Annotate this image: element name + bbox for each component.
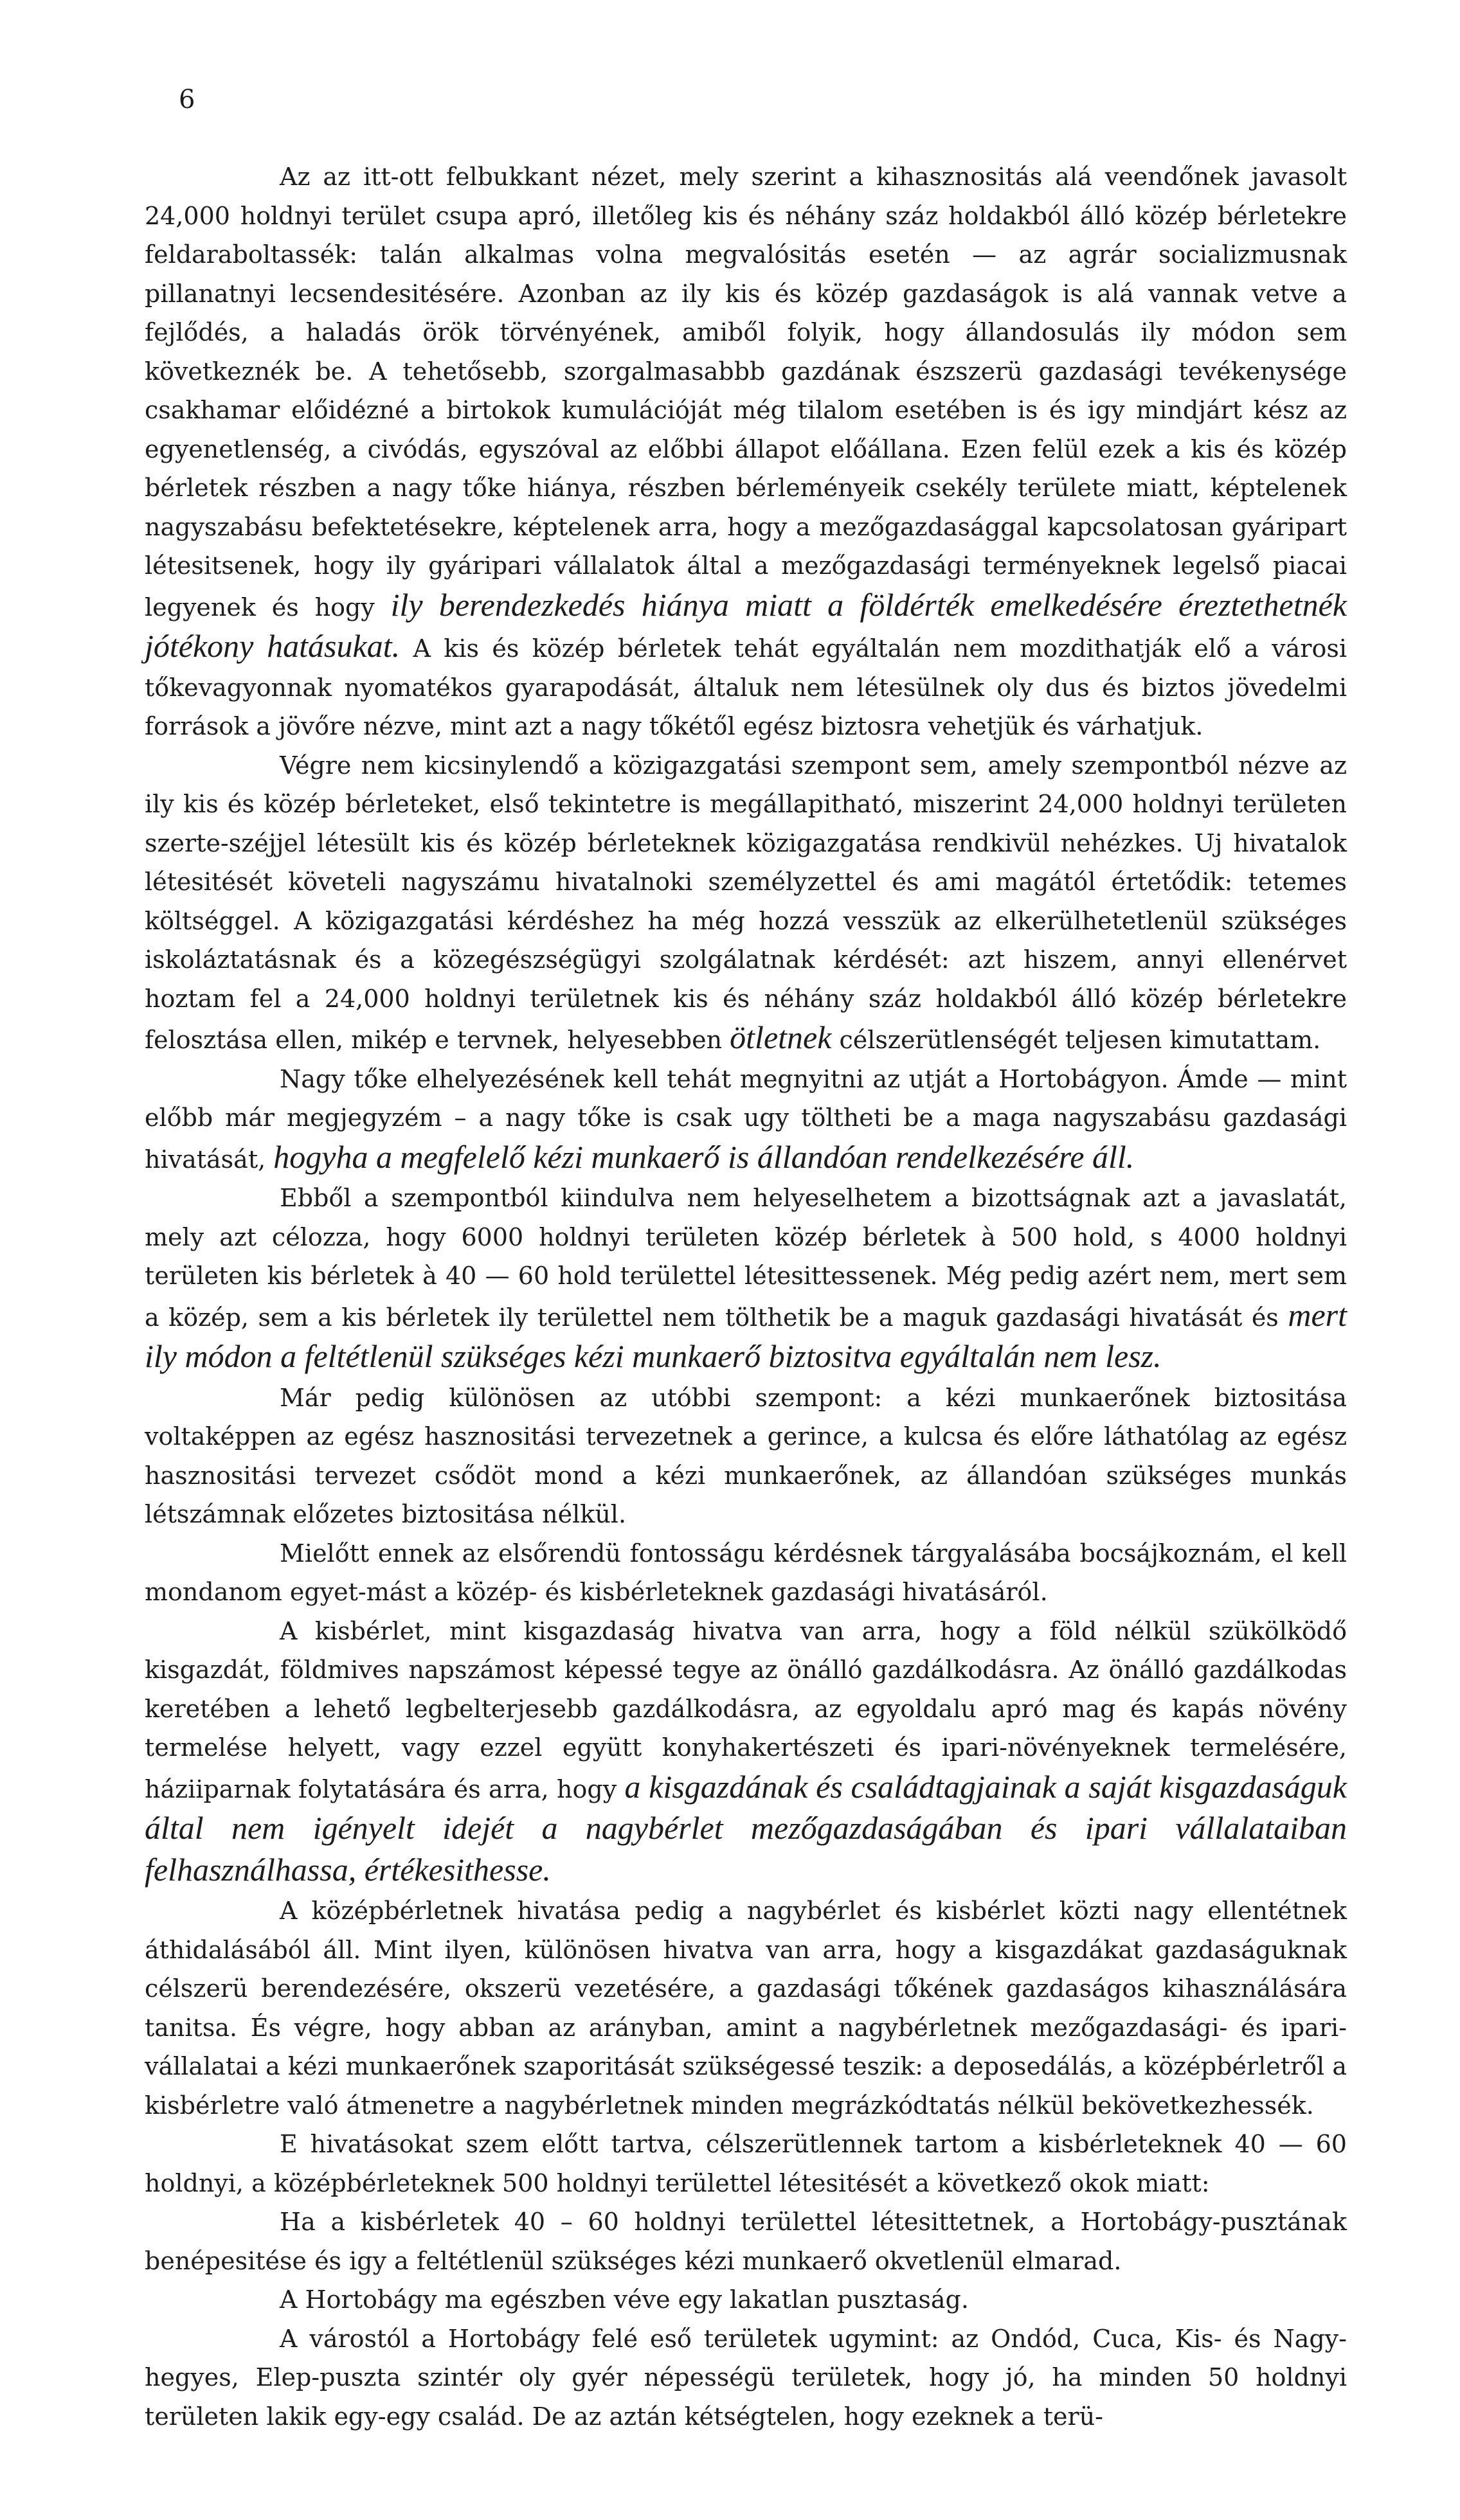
text-run: Ha a kisbérletek 40 – 60 holdnyi területtel létesittetnek, a Hortobágy-pusztának benépesitése és igy a feltétlenül szükséges kézi munkaerő okvetlenül elmarad. bbox=[145, 2208, 1347, 2275]
text-run: A Hortobágy ma egészben véve egy lakatlan pusztaság. bbox=[280, 2285, 969, 2314]
emphasized-text: hogyha a megfelelő kézi munkaerő is állandóan rendelkezésére áll. bbox=[273, 1138, 1135, 1175]
emphasized-text: a kisgazdának és családtagjainak a saját kisgazdaságuk által nem igényelt idejét a nagybérlet mezőgazdaságában és ipari vállalataiban felhasználhassa, értékesithesse. bbox=[145, 1768, 1347, 1888]
paragraph bbox=[145, 1612, 1347, 1892]
body-text bbox=[145, 157, 1347, 2436]
paragraph bbox=[145, 1891, 1347, 2125]
paragraph bbox=[145, 746, 1347, 1060]
paragraph bbox=[145, 2203, 1347, 2280]
emphasized-text: ötletnek bbox=[730, 1019, 832, 1055]
paragraph bbox=[145, 2125, 1347, 2203]
text-run: Végre nem kicsinylendő a közigazgatási szempont sem, amely szempontból nézve az ily kis és közép bérleteket, első tekintetre is megállapitható, miszerint 24,000 holdnyi területen szerte-széjjel létesült kis és közép bérleteknek közigazgatása rendkivül nehézkes. Uj hivatalok létesitését követeli nagyszámu hivatalnoki személyzettel és ami magától értetődik: tetemes költséggel. A közigazgatási kérdéshez ha még hozzá vesszük az elkerülhetetlenül szükséges iskoláztatásnak és a közegészségügyi szolgálatnak kérdését: azt hiszem, annyi ellenérvet hoztam fel a 24,000 holdnyi területnek kis és néhány száz holdakból álló közép bérletekre felosztása ellen, mikép e tervnek, helyesebben bbox=[145, 751, 1347, 1054]
text-run: Mielőtt ennek az elsőrendü fontosságu kérdésnek tárgyalásába bocsájkoznám, el kell mondanom egyet-mást a közép- és kisbérleteknek gazdasági hivatásáról. bbox=[145, 1539, 1347, 1606]
paragraph bbox=[145, 1179, 1347, 1379]
text-run: Már pedig különösen az utóbbi szempont: a kézi munkaerőnek biztositása voltaképpen az egész hasznositási tervezetnek a gerince, a kulcsa és előre láthatólag az egész hasznositási tervezet csődöt mond a kézi munkaerőnek, az állandóan szükséges munkás létszámnak előzetes biztositása nélkül. bbox=[145, 1383, 1347, 1528]
emphasized-text: mert ily módon a feltétlenül szükséges kézi munkaerő biztositva egyáltalán nem lesz. bbox=[145, 1296, 1347, 1374]
text-run: A várostól a Hortobágy felé eső területek ugymint: az Ondód, Cuca, Kis- és Nagy-hegyes, Elep-puszta szintér oly gyér népességü területek, hogy jó, ha minden 50 holdnyi területen lakik egy-egy család. De az aztán kétségtelen, hogy ezeknek a terü- bbox=[145, 2324, 1347, 2431]
text-run: E hivatásokat szem előtt tartva, célszerütlennek tartom a kisbérleteknek 40 — 60 holdnyi, a középbérleteknek 500 holdnyi területtel létesitését a következő okok miatt: bbox=[145, 2130, 1347, 2197]
paragraph bbox=[145, 1060, 1347, 1179]
text-run: A kisbérlet, mint kisgazdaság hivatva van arra, hogy a föld nélkül szükölködő kisgazdát, földmives napszámost képessé tegye az önálló gazdálkodásra. Az önálló gazdálkodas keretében a lehető legbelterjesebb gazdálkodásra, az egyoldalu apró mag és kapás növény termelése helyett, vagy ezzel együtt konyhakertészeti és ipari-növényeknek termelésére, háziiparnak folytatására és arra, hogy bbox=[145, 1616, 1347, 1803]
paragraph bbox=[145, 157, 1347, 746]
page-number: 6 bbox=[179, 85, 195, 114]
paragraph bbox=[145, 1379, 1347, 1534]
paragraph bbox=[145, 1534, 1347, 1612]
text-run: Ebből a szempontból kiindulva nem helyeselhetem a bizottságnak azt a javaslatát, mely azt célozza, hogy 6000 holdnyi területen közép bérletek à 500 hold, s 4000 holdnyi területen kis bérletek à 40 — 60 hold területtel létesittessenek. Még pedig azért nem, mert sem a közép, sem a kis bérletek ily területtel nem tölthetik be a maguk gazdasági hivatását és bbox=[145, 1184, 1347, 1332]
emphasized-text: ily berendezkedés hiánya miatt a földérték emelkedésére éreztethetnék jótékony hatásukat. bbox=[145, 586, 1347, 664]
text-run: Az az itt-ott felbukkant nézet, mely szerint a kihasznositás alá veendőnek javasolt 24,000 holdnyi terület csupa apró, illetőleg kis és néhány száz holdakból álló közép bérletekre feldaraboltassék: talán alkalmas volna megvalósitás esetén — az agrár socializmusnak pillanatnyi lecsendesitésére. Azonban az ily kis és közép gazdaságok is alá vannak vetve a fejlődés, a haladás örök törvényének, amiből folyik, hogy állandosulás ily módon sem következnék be. A tehetősebb, szorgalmasabbb gazdának észszerü gazdasági tevékenysége csakhamar előidézné a birtokok kumulációját még tilalom esetében is és igy mindjárt kész az egyenetlenség, a civódás, egyszóval az előbbi állapot előállana. Ezen felül ezek a kis és közép bérletek részben a nagy tőke hiánya, részben bérleményeik csekély területe miatt, képtelenek nagyszabásu befektetésekre, képtelenek arra, hogy a mezőgazdasággal kapcsolatosan gyáripart létesitsenek, hogy ily gyáripari vállalatok által a mezőgazdasági terményeknek legelső piacai legyenek és hogy bbox=[145, 163, 1347, 621]
paragraph bbox=[145, 2280, 1347, 2319]
paragraph bbox=[145, 2319, 1347, 2436]
text-run: A kis és közép bérletek tehát egyáltalán nem mozdithatják elő a városi tőkevagyonnak nyomatékos gyarapodását, általuk nem létesülnek oly dus és biztos jövedelmi források a jövőre nézve, mint azt a nagy tőkétől egész biztosra vehetjük és várhatjuk. bbox=[145, 634, 1347, 740]
text-run: célszerütlenségét teljesen kimutattam. bbox=[831, 1026, 1321, 1054]
text-run: Nagy tőke elhelyezésének kell tehát megnyitni az utját a Hortobágyon. Ámde — mint előbb már megjegyzém – a nagy tőke is csak ugy töltheti be a maga nagyszabásu gazdasági hivatását, bbox=[145, 1064, 1347, 1174]
text-run: A középbérletnek hivatása pedig a nagybérlet és kisbérlet közti nagy ellentétnek áthidalásából áll. Mint ilyen, különösen hivatva van arra, hogy a kisgazdákat gazdaságuknak célszerü berendezésére, okszerü vezetésére, a gazdasági tőkének gazdaságos kihasználására tanitsa. És végre, hogy abban az arányban, amint a nagybérletnek mezőgazdasági- és ipari-vállalatai a kézi munkaerőnek szaporitását szükségessé teszik: a deposedálás, a középbérletről a kisbérletre való átmenetre a nagybérletnek minden megrázkódtatás nélkül bekövetkezhessék. bbox=[145, 1897, 1347, 2120]
